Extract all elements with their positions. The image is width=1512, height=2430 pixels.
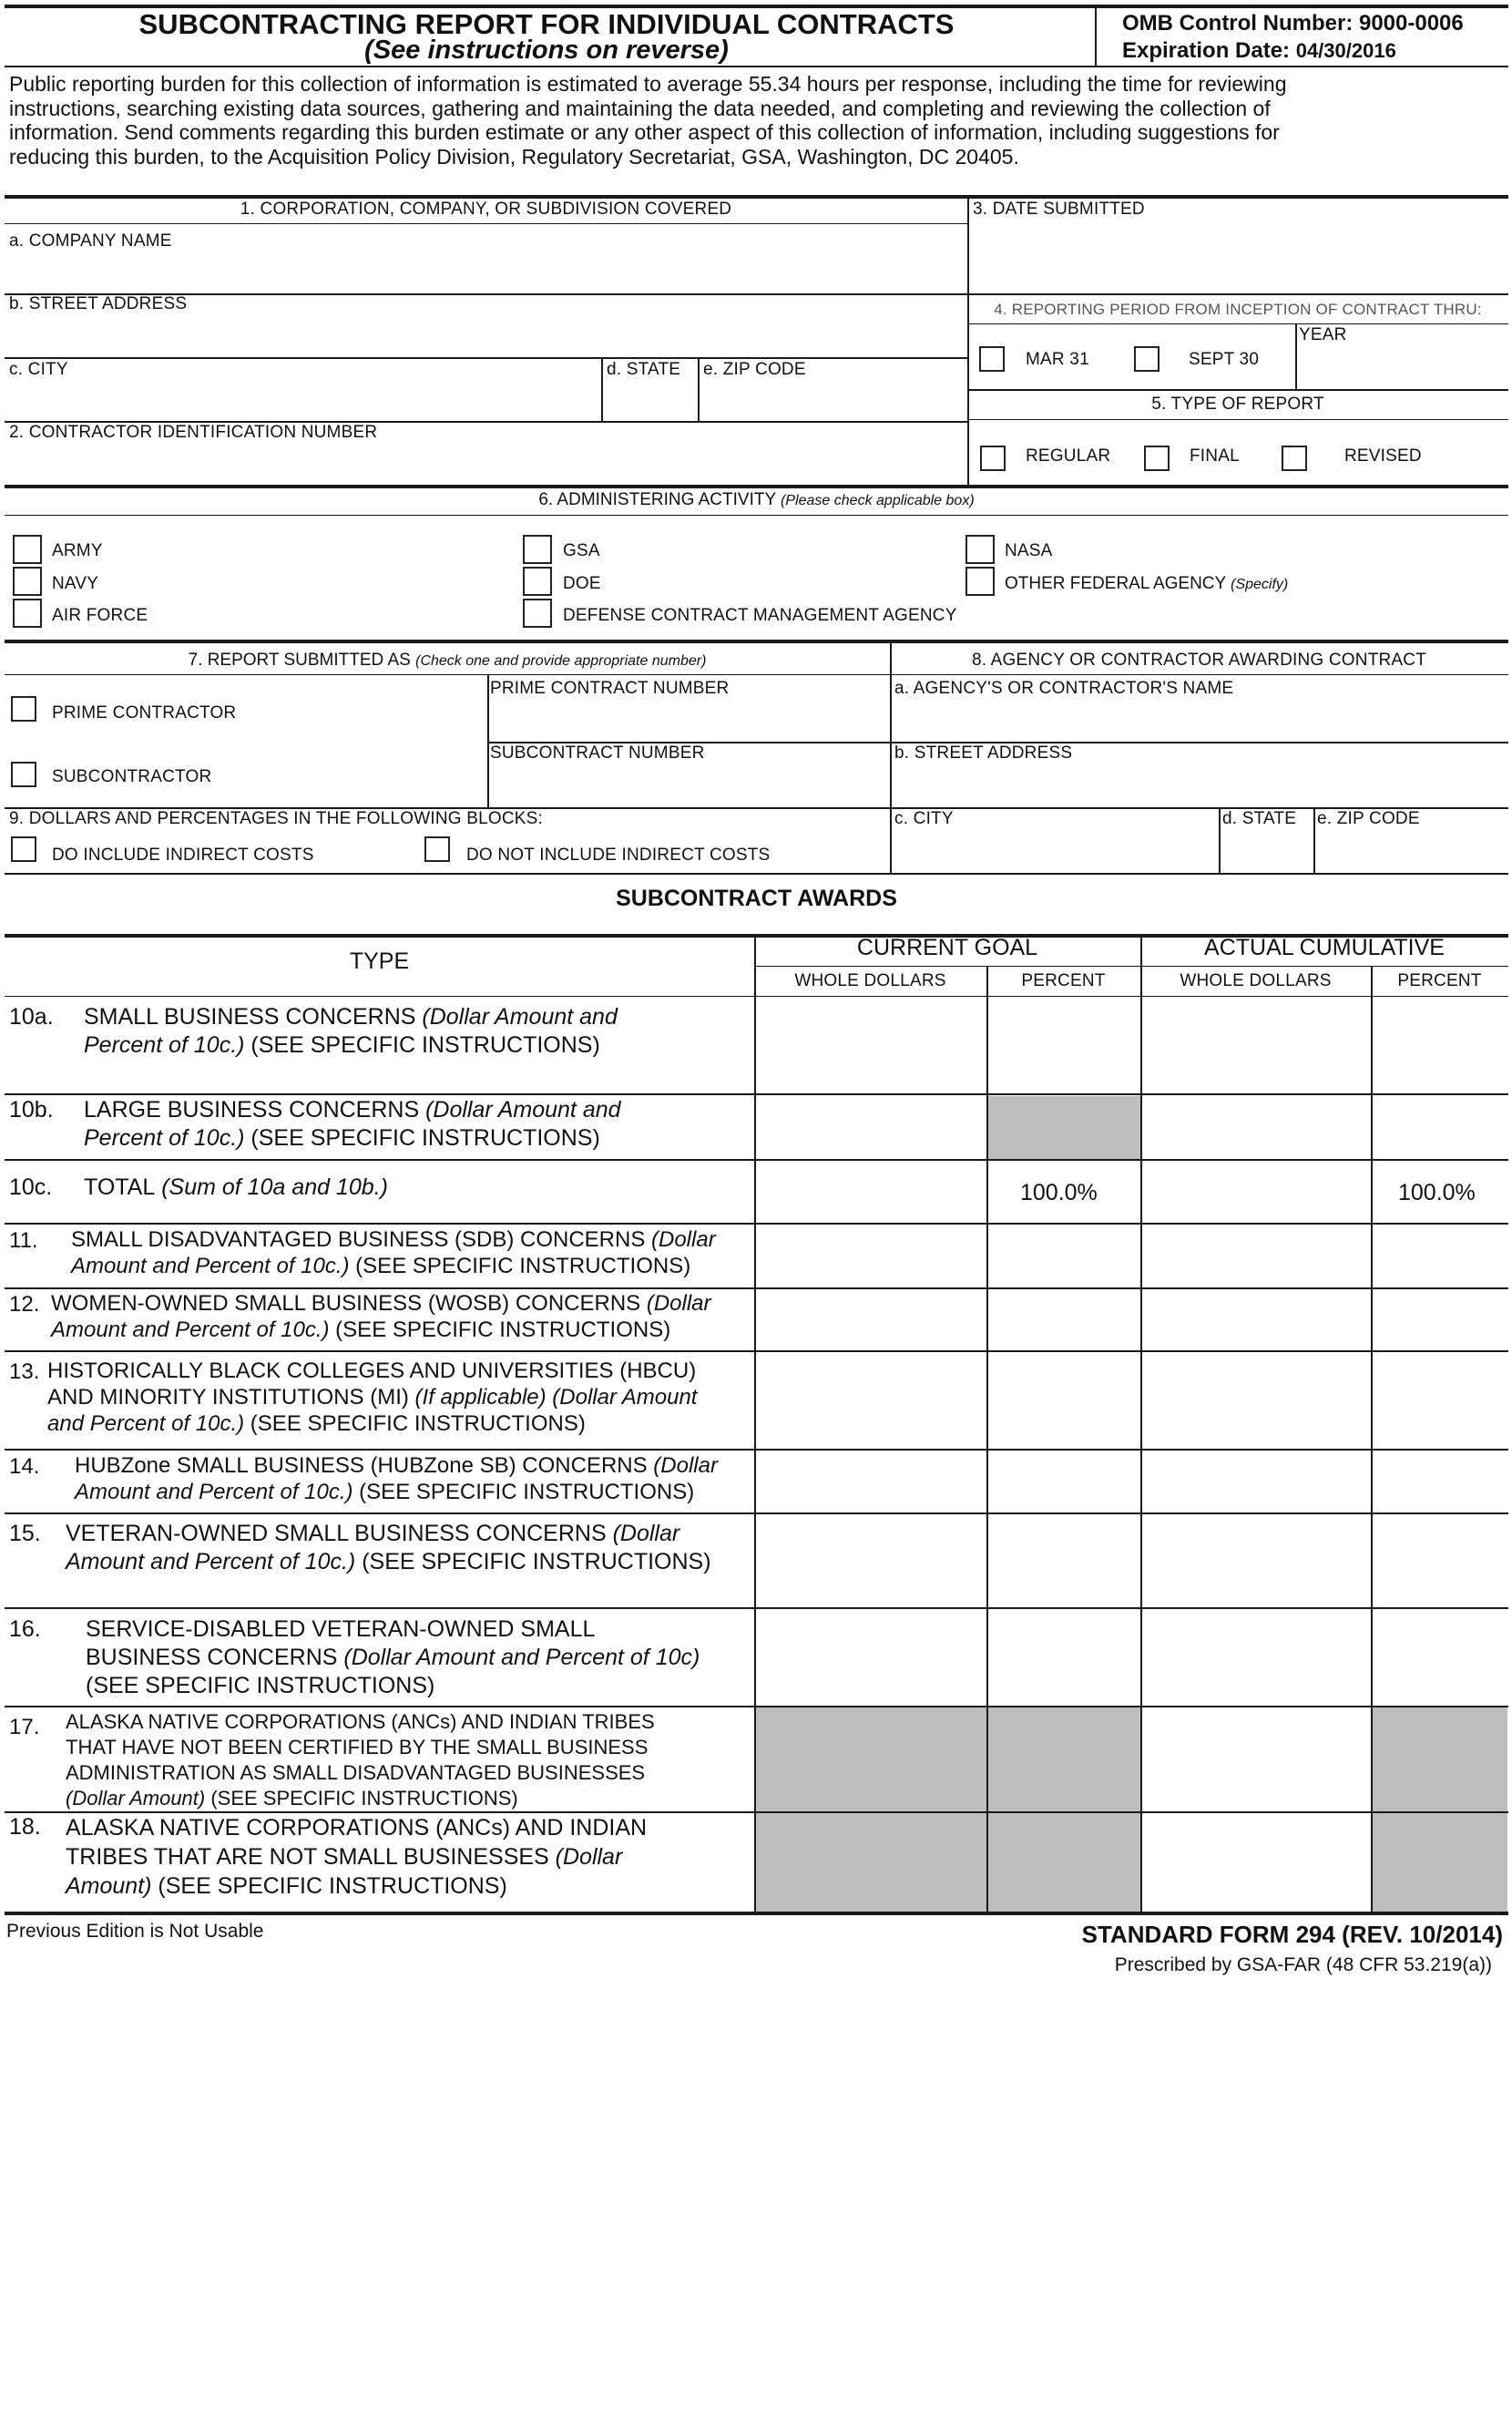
form-subtitle: (See instructions on reverse) (364, 36, 729, 65)
type-of-report-label: 5. TYPE OF REPORT (1151, 395, 1324, 414)
sept30-label: SEPT 30 (1189, 350, 1260, 369)
burden-line: reducing this burden, to the Acquisition Policy Division, Regulatory Secretariat, GSA, Washington, DC 20405. (9, 144, 1019, 169)
goal-dollars-header: WHOLE DOLLARS (794, 971, 946, 990)
awarding-city-input[interactable] (896, 833, 1217, 871)
expiration-date (1122, 38, 1396, 64)
row-12-number: 12. (9, 1292, 40, 1317)
row-text-part: (SEE SPECIFIC INSTRUCTIONS) (86, 1673, 435, 1698)
row-text-part: HISTORICALLY BLACK COLLEGES AND UNIVERSITIES (HBCU) (47, 1359, 697, 1383)
row-16-number: 16. (9, 1616, 41, 1642)
army-label: ARMY (52, 541, 103, 560)
prime-contract-number-label: PRIME CONTRACT NUMBER (490, 679, 730, 698)
awarding-city-label: c. CITY (894, 809, 954, 828)
army-checkbox[interactable] (13, 535, 42, 564)
awarding-street-label: b. STREET ADDRESS (894, 743, 1073, 763)
burden-line: Public reporting burden for this collection of information is estimated to average 55.34 hours per response, including the time for reviewing (9, 72, 1287, 96)
row-text-part: (Dollar (647, 1453, 718, 1478)
row-text-part: ALASKA NATIVE CORPORATIONS (ANCs) AND INDIAN (66, 1815, 648, 1840)
expiration-value: 04/30/2016 (1295, 39, 1396, 62)
final-label: FINAL (1190, 446, 1240, 466)
header-divider (1095, 5, 1097, 66)
row-divider (5, 1287, 1508, 1289)
previous-edition-note: Previous Edition is Not Usable (6, 1921, 264, 1942)
row-10c-number: 10c. (9, 1174, 53, 1200)
city-label: c. CITY (9, 360, 68, 379)
row-13-text (47, 1358, 697, 1437)
row-text-part: (SEE SPECIFIC INSTRUCTIONS) (349, 1254, 691, 1278)
prime-contractor-label: PRIME CONTRACTOR (52, 703, 237, 723)
section1-heading: 1. CORPORATION, COMPANY, OR SUBDIVISION COVERED (240, 200, 732, 219)
row-divider (5, 1093, 1508, 1095)
col-divider (1140, 934, 1142, 1913)
other-agency-text (1005, 574, 1288, 594)
report-submitted-heading (5, 651, 890, 671)
row-text-part: (SEE SPECIFIC INSTRUCTIONS) (355, 1549, 711, 1574)
row-10c-text (84, 1174, 388, 1202)
unshaded-actual-dollars (1141, 1707, 1373, 1912)
awarding-state-label: d. STATE (1222, 809, 1297, 828)
row-text-part: HUBZone SMALL BUSINESS (HUBZone SB) CONCERNS (75, 1453, 648, 1478)
row-text-part: SERVICE-DISABLED VETERAN-OWNED SMALL (86, 1616, 596, 1642)
year-label: YEAR (1299, 325, 1347, 344)
mar31-label: MAR 31 (1026, 350, 1089, 369)
row-text-part: VETERAN-OWNED SMALL BUSINESS CONCERNS (66, 1521, 607, 1546)
row-divider (5, 1449, 1508, 1451)
awarding-state-input[interactable] (1224, 833, 1312, 871)
row-text-part: (Dollar (606, 1521, 680, 1546)
row-text-part: (Dollar (640, 1291, 711, 1316)
contractor-id-input[interactable] (9, 446, 960, 483)
divider (1219, 807, 1221, 873)
row-divider (5, 1350, 1508, 1352)
row-text-part: AND MINORITY INSTITUTIONS (MI) (47, 1385, 409, 1410)
row-divider (5, 1223, 1508, 1225)
street-address-label: b. STREET ADDRESS (9, 294, 188, 313)
other-agency-checkbox[interactable] (965, 567, 995, 596)
row-text-part: (If applicable) (Dollar Amount (408, 1385, 698, 1410)
report-submitted-label: 7. REPORT SUBMITTED AS (188, 651, 411, 670)
city-input[interactable] (9, 383, 596, 419)
rule (967, 419, 1508, 420)
type-header: TYPE (349, 948, 410, 974)
row-15-number: 15. (9, 1521, 41, 1546)
row-text-part: Amount and Percent of 10c.) (51, 1318, 330, 1342)
current-goal-header: CURRENT GOAL (856, 935, 1038, 960)
expiration-label: Expiration Date: (1122, 38, 1291, 63)
burden-line: instructions, searching existing data sources, gathering and maintaining the data needed, and completing and reviewing the collection of (9, 96, 1271, 120)
section1-right-divider (967, 195, 969, 487)
col-divider (754, 934, 756, 1913)
mar31-checkbox[interactable] (979, 346, 1005, 372)
row-text-part: SMALL DISADVANTAGED BUSINESS (SDB) CONCERNS (71, 1227, 646, 1252)
date-submitted-input[interactable] (975, 228, 1507, 284)
row-18-number: 18. (9, 1814, 41, 1840)
row-divider (5, 1706, 1508, 1707)
navy-label: NAVY (52, 574, 99, 593)
doe-label: DOE (563, 574, 601, 593)
row-text-part: (SEE SPECIFIC INSTRUCTIONS) (244, 1032, 600, 1058)
row-14-text (75, 1452, 718, 1505)
row-divider (5, 1512, 1508, 1514)
rule (754, 966, 1508, 967)
awarding-street-input[interactable] (896, 767, 1506, 805)
rule (5, 515, 1508, 516)
section1-top-rule (5, 195, 1508, 199)
row-text-part: (SEE SPECIFIC INSTRUCTIONS) (205, 1787, 518, 1810)
state-label: d. STATE (607, 360, 681, 379)
prime-contract-number-input[interactable] (492, 702, 887, 740)
air-force-checkbox[interactable] (13, 599, 42, 628)
prime-contractor-checkbox[interactable] (11, 696, 36, 722)
form-title: SUBCONTRACTING REPORT FOR INDIVIDUAL CONTRACTS (138, 8, 955, 40)
date-submitted-label: 3. DATE SUBMITTED (973, 200, 1145, 219)
actual-cumulative-header: ACTUAL CUMULATIVE (1204, 935, 1445, 960)
awarding-name-input[interactable] (896, 702, 1506, 740)
row-text-part: (Dollar Amount and Percent of 10c) (337, 1645, 700, 1670)
include-indirect-label: DO INCLUDE INDIRECT COSTS (52, 846, 314, 865)
row-11-text (71, 1226, 716, 1279)
administering-activity-heading (5, 490, 1508, 510)
total-actual-percent: 100.0% (1398, 1180, 1476, 1205)
row-12-text (51, 1290, 711, 1343)
actual-percent-header: PERCENT (1397, 971, 1482, 990)
row-text-part: (Dollar Amount) (66, 1787, 206, 1810)
row-11-number: 11. (9, 1228, 38, 1253)
awarding-name-label: a. AGENCY'S OR CONTRACTOR'S NAME (894, 679, 1234, 698)
divider (698, 357, 700, 421)
awarding-zip-input[interactable] (1319, 833, 1507, 871)
header-bottom-rule (5, 66, 1508, 67)
row-text-part: ALASKA NATIVE CORPORATIONS (ANCs) AND INDIAN TRIBES (66, 1710, 655, 1733)
row-text-part: (SEE SPECIFIC INSTRUCTIONS) (151, 1873, 507, 1899)
divider (601, 357, 603, 421)
goal-percent-header: PERCENT (1021, 971, 1106, 990)
exclude-indirect-checkbox[interactable] (424, 836, 450, 862)
rule (5, 873, 1508, 875)
row-10a-number: 10a. (9, 1004, 54, 1030)
awarding-heading: 8. AGENCY OR CONTRACTOR AWARDING CONTRACT (971, 651, 1427, 670)
row-16-text (86, 1615, 700, 1700)
zip-code-label: e. ZIP CODE (703, 360, 806, 379)
shaded-block (756, 1707, 1507, 1912)
rule (967, 323, 1508, 324)
dcma-checkbox[interactable] (523, 599, 552, 628)
row-17-number: 17. (9, 1715, 40, 1739)
state-input[interactable] (608, 383, 696, 419)
other-agency-note: (Specify) (1231, 577, 1289, 592)
row-text-part: Amount) (66, 1873, 152, 1899)
section6-top-rule (5, 485, 1508, 488)
contractor-id-label: 2. CONTRACTOR IDENTIFICATION NUMBER (9, 423, 378, 442)
company-name-input[interactable] (9, 253, 960, 292)
row-text-part: Amount and Percent of 10c.) (71, 1254, 350, 1278)
col-divider (1371, 966, 1373, 1913)
row-text-part: Percent of 10c.) (84, 1125, 245, 1151)
actual-dollars-header: WHOLE DOLLARS (1180, 971, 1332, 990)
dollars-percentages-label: 9. DOLLARS AND PERCENTAGES IN THE FOLLOWING BLOCKS: (9, 809, 543, 828)
row-text-part: (SEE SPECIFIC INSTRUCTIONS) (329, 1318, 671, 1342)
row-text-part: WOMEN-OWNED SMALL BUSINESS (WOSB) CONCERNS (51, 1291, 641, 1316)
omb-control-number: OMB Control Number: 9000-0006 (1122, 11, 1464, 36)
revised-label: REVISED (1344, 446, 1422, 466)
row-13-number: 13. (9, 1359, 40, 1384)
section7-top-rule (5, 640, 1508, 643)
row-10a-text (84, 1003, 618, 1060)
nasa-label: NASA (1005, 541, 1053, 560)
rule (5, 674, 1508, 675)
prescribed-by: Prescribed by GSA-FAR (48 CFR 53.219(a)) (1114, 1954, 1492, 1975)
final-checkbox[interactable] (1144, 446, 1170, 471)
row-text-part: Percent of 10c.) (84, 1032, 245, 1058)
divider (1313, 807, 1315, 873)
subcontract-number-input[interactable] (492, 767, 887, 805)
row-text-part: and Percent of 10c.) (47, 1411, 245, 1436)
reporting-period-label: 4. REPORTING PERIOD FROM INCEPTION OF CONTRACT THRU: (994, 301, 1482, 318)
dcma-label: DEFENSE CONTRACT MANAGEMENT AGENCY (563, 606, 957, 625)
row-18-text (66, 1813, 647, 1901)
administering-activity-note: (Please check applicable box) (781, 493, 975, 508)
revised-checkbox[interactable] (1282, 446, 1307, 471)
row-text-part: Amount and Percent of 10c.) (75, 1480, 353, 1504)
other-agency-label: OTHER FEDERAL AGENCY (1005, 574, 1226, 593)
nasa-checkbox[interactable] (965, 535, 995, 564)
table-bottom-rule (5, 1912, 1508, 1915)
row-text-part: SMALL BUSINESS CONCERNS (84, 1004, 416, 1030)
row-text-part: (Dollar Amount and (419, 1097, 621, 1123)
exclude-indirect-label: DO NOT INCLUDE INDIRECT COSTS (466, 846, 771, 865)
row-text-part: LARGE BUSINESS CONCERNS (84, 1097, 420, 1123)
include-indirect-checkbox[interactable] (11, 836, 36, 862)
zip-code-input[interactable] (705, 383, 964, 419)
doe-checkbox[interactable] (523, 567, 552, 596)
company-name-label: a. COMPANY NAME (9, 231, 172, 251)
burden-line: information. Send comments regarding this burden estimate or any other aspect of this collection of information, including suggestions for (9, 120, 1280, 144)
total-goal-percent: 100.0% (1020, 1180, 1098, 1205)
row-text-part: (Sum of 10a and 10b.) (155, 1174, 388, 1200)
gsa-checkbox[interactable] (523, 535, 552, 564)
shaded-cell (988, 1096, 1141, 1159)
gsa-label: GSA (563, 541, 600, 560)
subcontract-awards-heading: SUBCONTRACT AWARDS (616, 886, 897, 911)
row-text-part: (SEE SPECIFIC INSTRUCTIONS) (244, 1125, 600, 1151)
rule (5, 996, 1508, 997)
row-text-part: (SEE SPECIFIC INSTRUCTIONS) (352, 1480, 695, 1504)
administering-activity-label: 6. ADMINISTERING ACTIVITY (538, 490, 776, 509)
subcontract-number-label: SUBCONTRACT NUMBER (490, 743, 705, 763)
standard-form-number: STANDARD FORM 294 (REV. 10/2014) (1081, 1921, 1503, 1948)
row-text-part: TRIBES THAT ARE NOT SMALL BUSINESSES (66, 1844, 549, 1870)
report-submitted-note: (Check one and provide appropriate number) (415, 653, 707, 669)
row-text-part: (Dollar (645, 1227, 716, 1252)
row-17-text (66, 1709, 655, 1811)
subcontractor-label: SUBCONTRACTOR (52, 767, 212, 786)
row-text-part: (Dollar Amount and (415, 1004, 618, 1030)
row-10b-number: 10b. (9, 1097, 54, 1123)
burden-statement (9, 72, 1286, 169)
regular-checkbox[interactable] (980, 446, 1006, 471)
col-divider (986, 966, 988, 1913)
row-text-part: TOTAL (84, 1174, 156, 1200)
row-14-number: 14. (9, 1454, 40, 1479)
row-text-part: ADMINISTRATION AS SMALL DISADVANTAGED BUSINESSES (66, 1761, 646, 1784)
year-input[interactable] (1303, 349, 1507, 385)
divider (1295, 323, 1297, 389)
regular-label: REGULAR (1026, 446, 1111, 466)
rule (5, 223, 967, 224)
sept30-checkbox[interactable] (1134, 346, 1160, 372)
row-text-part: (SEE SPECIFIC INSTRUCTIONS) (244, 1411, 586, 1436)
street-address-input[interactable] (9, 317, 960, 355)
navy-checkbox[interactable] (13, 567, 42, 596)
rule (5, 357, 967, 359)
air-force-label: AIR FORCE (52, 606, 148, 625)
awarding-zip-label: e. ZIP CODE (1317, 809, 1420, 828)
row-divider (5, 1607, 1508, 1609)
divider (487, 674, 489, 807)
row-15-text (66, 1520, 711, 1576)
subcontractor-checkbox[interactable] (11, 762, 36, 787)
row-text-part: Amount and Percent of 10c.) (66, 1549, 356, 1574)
row-text-part: THAT HAVE NOT BEEN CERTIFIED BY THE SMALL BUSINESS (66, 1736, 649, 1758)
rule (967, 389, 1508, 391)
row-text-part: (Dollar (548, 1844, 623, 1870)
row-10b-text (84, 1096, 621, 1153)
rule (967, 293, 1508, 295)
row-divider (5, 1159, 1508, 1161)
row-text-part: BUSINESS CONCERNS (86, 1645, 338, 1670)
